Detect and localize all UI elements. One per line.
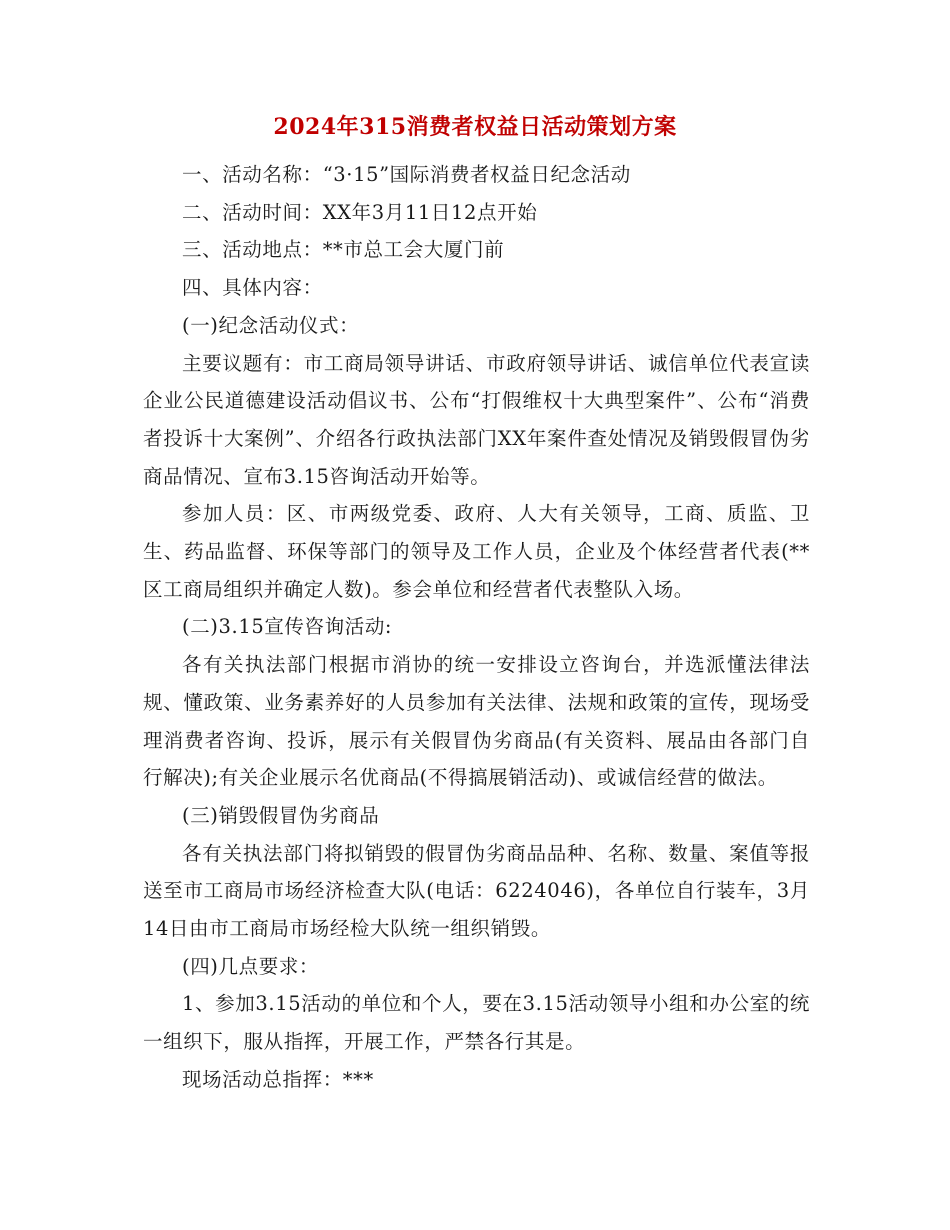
paragraph-section-consulting: (二)3.15宣传咨询活动:	[182, 615, 393, 639]
paragraph-section-ceremony: (一)纪念活动仪式：	[182, 313, 360, 337]
paragraph-section-requirements: (四)几点要求：	[182, 954, 320, 978]
paragraph-activity-location: 三、活动地点：**市总工会大厦门前	[182, 238, 505, 262]
paragraph-commander: 现场活动总指挥：***	[182, 1067, 374, 1091]
paragraph-section-destruction: (三)销毁假冒伪劣商品	[182, 803, 380, 827]
paragraph-content-heading: 四、具体内容：	[182, 276, 323, 300]
paragraph-activity-name: 一、活动名称：“3·15”国际消费者权益日纪念活动	[182, 163, 631, 186]
paragraph-destruction-details: 各有关执法部门将拟销毁的假冒伪劣商品品种、名称、数量、案值等报送至市工商局市场经济检查大队(电话：6224046)，各单位自行装车，3月14日由市工商局市场经检大队统一组织销毁。	[143, 841, 810, 941]
paragraph-main-agenda: 主要议题有：市工商局领导讲话、市政府领导讲话、诚信单位代表宣读企业公民道德建设活动倡议书、公布“打假维权十大典型案件”、公布“消费者投诉十大案例”、介绍各行政执法部门XX年案件查处情况及销毁假冒伪劣商品情况、宣布3.15咨询活动开始等。	[143, 351, 810, 488]
paragraph-consulting-details: 各有关执法部门根据市消协的统一安排设立咨询台，并选派懂法律法规、懂政策、业务素养好的人员参加有关法律、法规和政策的宣传，现场受理消费者咨询、投诉，展示有关假冒伪劣商品(有关资料、展品由各部门自行解决);有关企业展示名优商品(不得搞展销活动)、或诚信经营的做法。	[143, 653, 810, 790]
document-title: 2024年315消费者权益日活动策划方案	[273, 114, 677, 140]
paragraph-participants: 参加人员：区、市两级党委、政府、人大有关领导，工商、质监、卫生、药品监督、环保等部门的领导及工作人员，企业及个体经营者代表(**区工商局组织并确定人数)。参会单位和经营者代表整队入场。	[143, 502, 810, 601]
paragraph-activity-time: 二、活动时间：XX年3月11日12点开始	[182, 200, 538, 224]
paragraph-requirement-1: 1、参加3.15活动的单位和个人，要在3.15活动领导小组和办公室的统一组织下，服从指挥，开展工作，严禁各行其是。	[143, 992, 810, 1054]
document-body	[143, 156, 810, 1099]
